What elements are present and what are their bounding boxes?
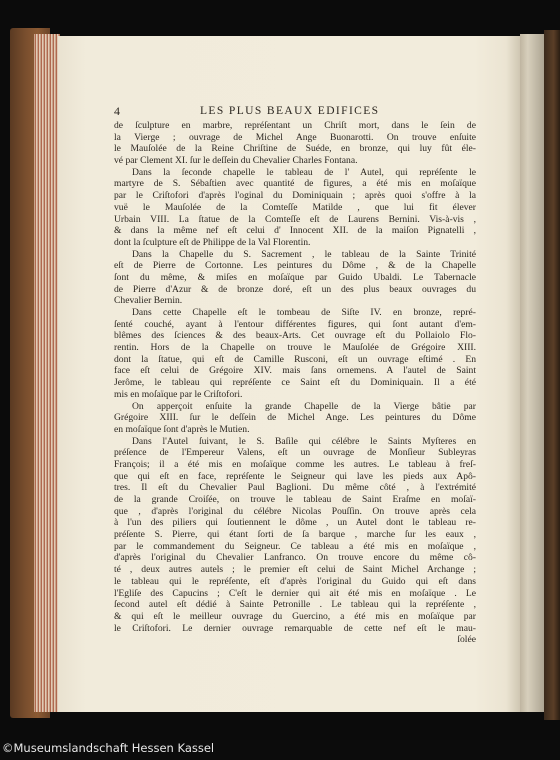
book-cover-right <box>544 30 560 720</box>
text-line: ſont du même, & miſes en moſaïque par Guido Ubaldi. Le Tabernacle <box>114 271 476 283</box>
text-line: martyre de S. Sébaſtien avec quantité de figures, a été mis en moſaïque <box>114 178 476 190</box>
text-line: ſecond autel eſt dédié à Sainte Petronille . Le tableau qui la repréſente , <box>114 599 476 611</box>
text-line: Dans la Chapelle du S. Sacrement , le tableau de la Sainte Trinité <box>132 248 476 260</box>
page-header <box>114 104 474 120</box>
page-edges <box>34 34 60 712</box>
text-line: eſt de Pierre de Cortonne. Les peintures du Dôme , & de la Chapelle <box>114 260 476 272</box>
text-line: la Vierge ; ouvrage de Michel Ange Buonarotti. On trouve enſuite <box>114 131 476 143</box>
text-line: le Criſtofori. Le dernier ouvrage remarquable de cette nef eſt le mau- <box>114 622 476 634</box>
text-line: Grégoire XIII. ſur le deſſein de Michel Ange. Les peintures du Dôme <box>114 412 476 424</box>
text-line: d'après l'original du Chevalier Lanfranco. On trouve encore du même cô- <box>114 552 476 564</box>
text-line: ſenté couché, ayant à l'entour différentes figures, qui ſont autant d'em- <box>114 318 476 330</box>
text-line: à l'un des piliers qui ſoutiennent le dôme , un Autel dont le tableau re- <box>114 517 476 529</box>
text-line: Chevalier Bernin. <box>114 295 183 307</box>
text-line: que qui eſt en face, repréſente le Seigneur qui lave les pieds aux Apô- <box>114 470 476 482</box>
text-line: ſolée <box>457 634 476 646</box>
text-line: le tableau qui le repréſente, eſt d'après l'original du Guido qui eſt dans <box>114 575 476 587</box>
text-line: rentin. Hors de la Chapelle on trouve le Mauſolée de Grégoire XIII. <box>114 342 476 354</box>
running-title: LES PLUS BEAUX EDIFICES <box>200 105 380 117</box>
text-line: Jerôme, le tableau qui repréſente ce Saint eſt du Dominiquain. Il a été <box>114 377 476 389</box>
text-line: dont la ſculpture eſt de Philippe de la Val Florentin. <box>114 236 311 248</box>
text-line: le Mauſolée de la Reine Chriſtine de Suéde, en bronze, qui luy fût éle- <box>114 143 476 155</box>
text-line: dont la ſtatue, qui eſt de Camille Rusconi, eſt un ouvrage eſtimé . En <box>114 353 476 365</box>
text-line: tres. Il eſt du Chevalier Paul Baglioni. Du même côté , à l'extrémité <box>114 482 476 494</box>
text-line: préſente S. Pierre, qui étant ſorti de ſa barque , marche ſur les eaux , <box>114 529 476 541</box>
text-line: François; il a été mis en moſaïque comme les autres. Le tableau à freſ- <box>114 458 476 470</box>
text-line: On apperçoit enſuite la grande Chapelle de la Vierge bâtie par <box>132 400 476 412</box>
page-number: 4 <box>114 104 120 118</box>
text-line: préſence de l'Empereur Valens, eſt un ouvrage de Monſieur Subleyras <box>114 447 476 459</box>
text-line: mis en moſaïque par le Criſtofori. <box>114 388 243 400</box>
text-line: que , d'après l'original du célébre Nicolas Pouſſin. On trouve après cela <box>114 505 476 517</box>
text-line: de Pierre d'Azur & de bronze doré, eſt un des plus beaux ouvrages du <box>114 283 476 295</box>
text-line: face eſt celui de Grégoire XIV. mais ſans ornemens. A l'autel de Saint <box>114 365 476 377</box>
text-line: de ſculpture en marbre, repréſentant un Chriſt mort, dans le ſein de <box>114 120 476 131</box>
text-line: & dans la même nef eſt celui d' Innocent XII. de la maiſon Pignatelli , <box>114 225 476 237</box>
text-line: Dans cette Chapelle eſt le tombeau de Siſte IV. en bronze, repré- <box>132 307 476 318</box>
book-board-right <box>520 34 546 712</box>
text-line: & qui eſt le meilleur ouvrage du Guercino, a été mis en moſaïque par <box>114 610 476 622</box>
text-line: vuë le Mauſolée de la Comteſſe Matilde , que lui fit élever <box>114 201 476 213</box>
text-line: par le Criſtofori d'après l'oginal du Dominiquain ; après quoi s'offre à la <box>114 190 476 202</box>
text-line: de la grande Croiſée, on trouve le tableau de Saint Eraſme en moſaï- <box>114 494 476 505</box>
text-line: Urbain VIII. La ſtatue de la Comteſſe eſt de Laurens Bernini. Vis-à-vis , <box>114 213 476 225</box>
copyright-credit: ©Museumslandschaft Hessen Kassel <box>2 741 215 755</box>
text-line: l'Egliſe des Capucins ; C'eſt le dernier qui ait été mis en moſaïque . Le <box>114 587 476 599</box>
text-line: blêmes des ſciences & des beaux-Arts. Cet ouvrage eſt du Pollaiolo Flo- <box>114 330 476 342</box>
text-line: par le commandement du Seigneur. Ce tableau a été mis en moſaïque , <box>114 540 476 552</box>
text-line: en moſaïque ſont d'après le Mutien. <box>114 423 250 435</box>
text-line: té , deux autres autels ; le premier eſt celui de Saint Michel Archange ; <box>114 564 476 576</box>
text-line: Dans l'Autel ſuivant, le S. Baſile qui célébre le Saints Myſteres en <box>132 435 476 447</box>
text-line: Dans la ſeconde chapelle le tableau de l' Autel, qui repréſente le <box>132 166 476 178</box>
body-text <box>114 120 476 646</box>
text-line: vé par Clement XI. ſur le deſſein du Chevalier Charles Fontana. <box>114 155 358 167</box>
